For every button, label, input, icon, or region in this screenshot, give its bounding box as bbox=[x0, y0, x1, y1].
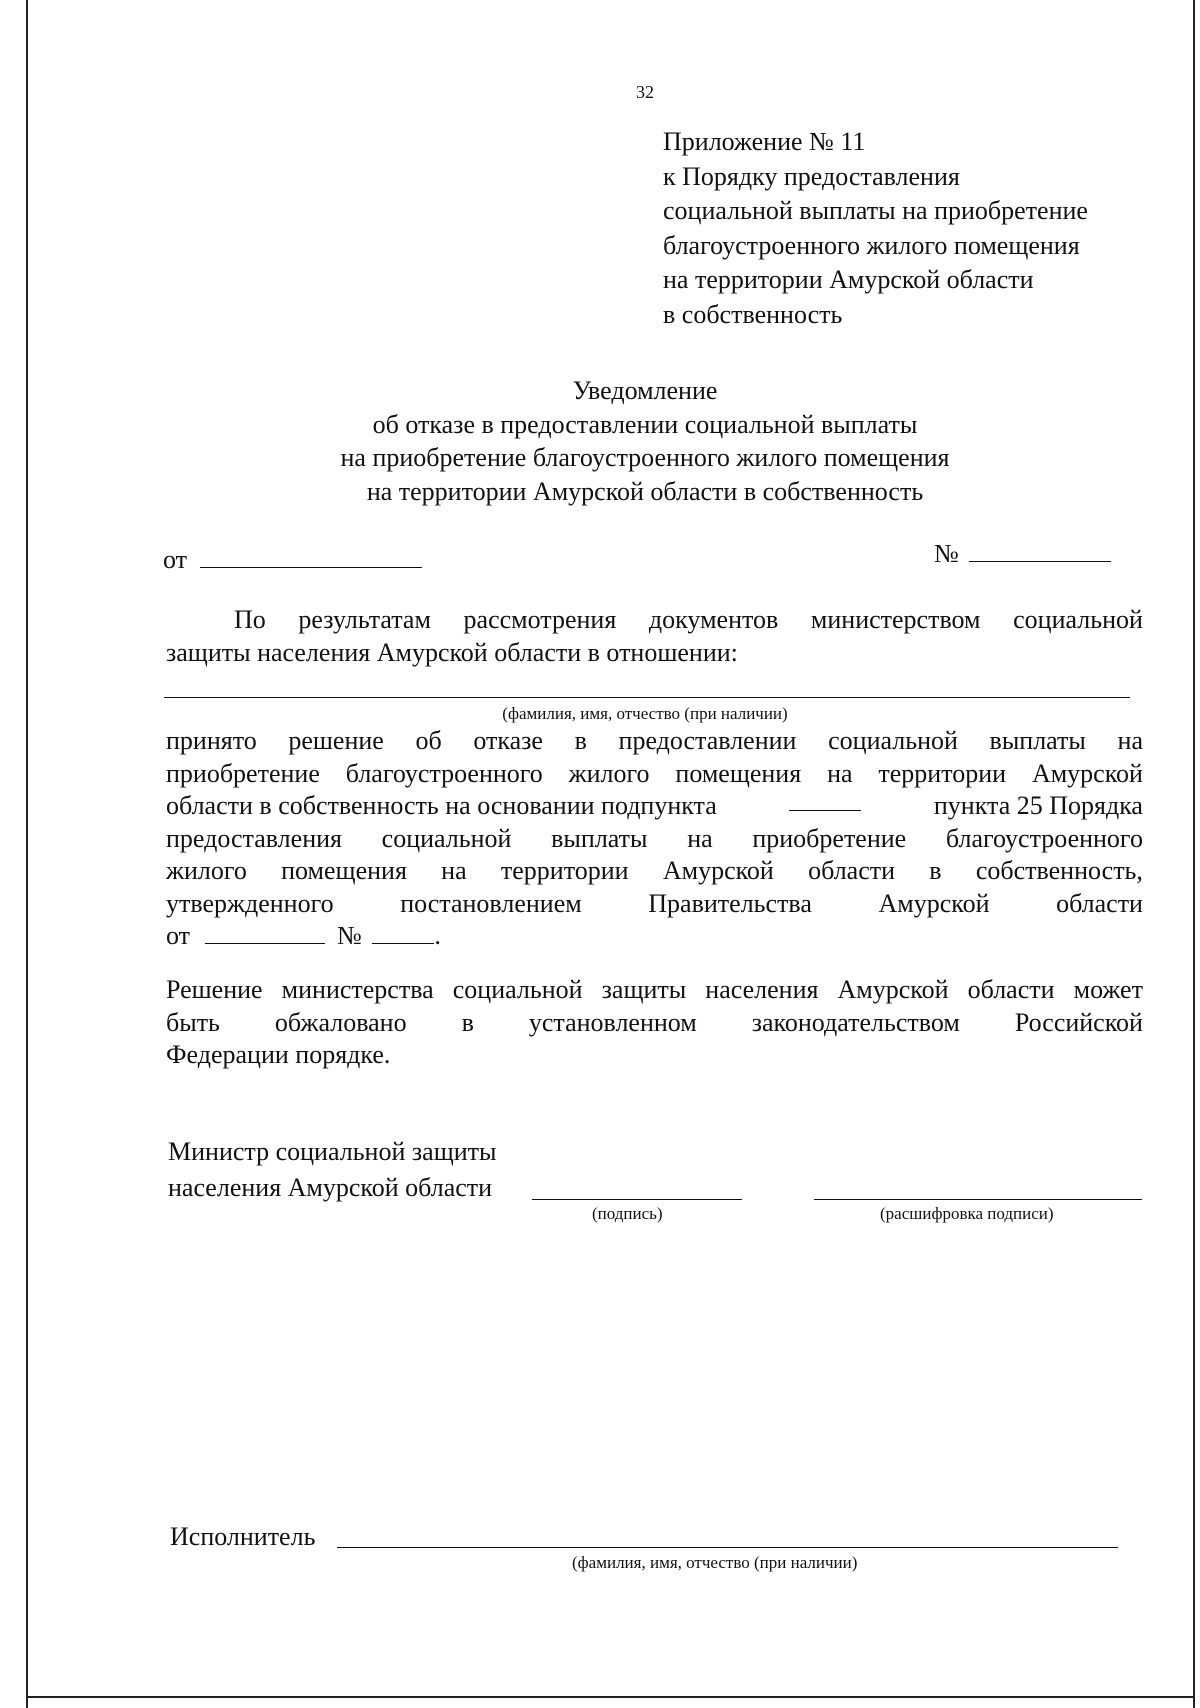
word: территории bbox=[500, 856, 629, 885]
decision-line-1 bbox=[166, 725, 1143, 758]
word: Амурской bbox=[1031, 758, 1143, 788]
intro-line-2 bbox=[166, 637, 1143, 670]
decision-line-3 bbox=[166, 790, 1143, 823]
executor-label: Исполнитель bbox=[170, 1522, 316, 1551]
minister-title-line-2: населения Амурской области bbox=[168, 1173, 493, 1202]
word: отказе bbox=[473, 726, 543, 755]
word: установленном bbox=[528, 1007, 697, 1037]
decision-text: . bbox=[434, 921, 441, 950]
word: населения bbox=[705, 975, 819, 1004]
resolution-number-blank[interactable] bbox=[372, 923, 434, 944]
appeal-line-1 bbox=[166, 974, 1143, 1007]
word: в bbox=[461, 1007, 474, 1037]
word: результатам bbox=[298, 605, 431, 634]
word: Решение bbox=[166, 975, 263, 1004]
page-number: 32 bbox=[636, 82, 654, 102]
word: выплаты bbox=[989, 726, 1086, 755]
word: собственность, bbox=[975, 856, 1143, 885]
word: Амурской bbox=[662, 856, 774, 885]
signature-caption: (подпись) bbox=[592, 1204, 663, 1223]
word: области bbox=[808, 856, 896, 885]
word: благоустроенного bbox=[345, 758, 543, 788]
appendix-line: Приложение № 11 bbox=[663, 127, 866, 156]
word: социальной bbox=[1013, 605, 1143, 634]
word: предоставлении bbox=[618, 726, 797, 755]
decision-paragraph bbox=[166, 725, 1143, 953]
title-line: на приобретение благоустроенного жилого помещения bbox=[340, 443, 950, 472]
word: По bbox=[234, 605, 266, 634]
word: жилого bbox=[166, 856, 247, 885]
decision-text: пункта 25 Порядка bbox=[933, 791, 1143, 820]
decision-text: от bbox=[166, 921, 191, 950]
word: социальной bbox=[828, 726, 958, 755]
word: министерством bbox=[810, 605, 981, 634]
word: на bbox=[441, 856, 467, 885]
page-frame-left bbox=[26, 0, 28, 1708]
decode-caption: (расшифровка подписи) bbox=[880, 1204, 1054, 1223]
intro-line-1 bbox=[234, 604, 1143, 637]
subpoint-blank[interactable] bbox=[789, 790, 861, 811]
word: рассмотрения bbox=[463, 605, 617, 634]
decision-line-6 bbox=[166, 888, 1143, 921]
word: помещения bbox=[281, 856, 407, 885]
word: на bbox=[827, 758, 853, 788]
word: принято bbox=[166, 726, 257, 755]
word: быть bbox=[166, 1007, 220, 1037]
word: Правительства bbox=[648, 888, 812, 918]
word: в bbox=[929, 856, 942, 885]
document-title bbox=[0, 374, 1200, 508]
word: документов bbox=[648, 605, 779, 634]
word: социальной bbox=[381, 823, 512, 853]
title-line: на территории Амурской области в собственность bbox=[366, 476, 924, 506]
word: Амурской bbox=[878, 888, 990, 918]
word: утвержденного bbox=[166, 888, 334, 918]
minister-title-line-1: Министр социальной защиты bbox=[168, 1137, 497, 1166]
word: законодательством bbox=[751, 1007, 960, 1037]
decision-text: № bbox=[337, 921, 362, 950]
date-field bbox=[163, 544, 422, 576]
appendix-line: социальной выплаты на приобретение bbox=[663, 196, 1088, 225]
date-label: от bbox=[163, 545, 188, 574]
decision-line-2 bbox=[166, 758, 1143, 791]
number-label: № bbox=[934, 539, 959, 568]
word: предоставления bbox=[166, 823, 342, 853]
resolution-date-blank[interactable] bbox=[205, 923, 325, 944]
word: приобретение bbox=[166, 758, 320, 788]
word: выплаты bbox=[551, 823, 648, 853]
appendix-block bbox=[663, 125, 1088, 332]
fio-blank-line[interactable] bbox=[164, 697, 1130, 698]
word: Российской bbox=[1014, 1007, 1143, 1037]
appeal-line-3: Федерации порядке. bbox=[166, 1040, 391, 1069]
decision-line-4 bbox=[166, 823, 1143, 856]
word: защиты bbox=[601, 975, 687, 1004]
executor-caption: (фамилия, имя, отчество (при наличии) bbox=[572, 1553, 858, 1572]
signature-decode-blank[interactable] bbox=[814, 1199, 1142, 1200]
word: министерства bbox=[281, 975, 434, 1004]
page-frame-bottom bbox=[26, 1696, 1195, 1698]
executor-blank[interactable] bbox=[337, 1547, 1118, 1548]
appendix-line: на территории Амурской области bbox=[663, 265, 1034, 294]
appeal-paragraph bbox=[166, 974, 1143, 1072]
fio-caption: (фамилия, имя, отчество (при наличии) bbox=[502, 704, 788, 723]
word: на bbox=[1117, 726, 1143, 755]
word: обжаловано bbox=[274, 1007, 407, 1037]
word: постановлением bbox=[400, 888, 582, 918]
number-field bbox=[934, 538, 1111, 570]
word: в bbox=[574, 726, 587, 755]
word: Амурской bbox=[837, 975, 949, 1004]
title-line: об отказе в предоставлении социальной выплаты bbox=[372, 409, 918, 439]
appendix-line: к Порядку предоставления bbox=[663, 161, 960, 191]
title-line: Уведомление bbox=[572, 376, 718, 405]
appendix-line: благоустроенного жилого помещения bbox=[663, 230, 1080, 260]
word: решение bbox=[288, 726, 384, 755]
appeal-line-2 bbox=[166, 1007, 1143, 1040]
word: территории bbox=[878, 758, 1007, 788]
word: социальной bbox=[452, 975, 583, 1004]
decision-line-5 bbox=[166, 855, 1143, 888]
word: жилого bbox=[568, 758, 650, 788]
decision-line-7 bbox=[166, 920, 1143, 953]
word: области bbox=[1056, 888, 1143, 918]
word: на bbox=[687, 823, 713, 853]
word: помещения bbox=[675, 758, 802, 788]
page-frame-right bbox=[1193, 0, 1195, 1708]
signature-blank[interactable] bbox=[532, 1199, 742, 1200]
word: может bbox=[1073, 975, 1143, 1004]
word: приобретение bbox=[752, 823, 907, 853]
number-blank[interactable] bbox=[969, 541, 1111, 562]
intro-text: защиты населения Амурской области в отношении: bbox=[166, 638, 738, 667]
word: благоустроенного bbox=[945, 823, 1143, 853]
word: области bbox=[967, 975, 1055, 1004]
date-blank[interactable] bbox=[200, 547, 422, 568]
word: об bbox=[415, 726, 442, 755]
appendix-line: в собственность bbox=[663, 299, 843, 329]
decision-text: области в собственность на основании подпункта bbox=[166, 791, 717, 820]
